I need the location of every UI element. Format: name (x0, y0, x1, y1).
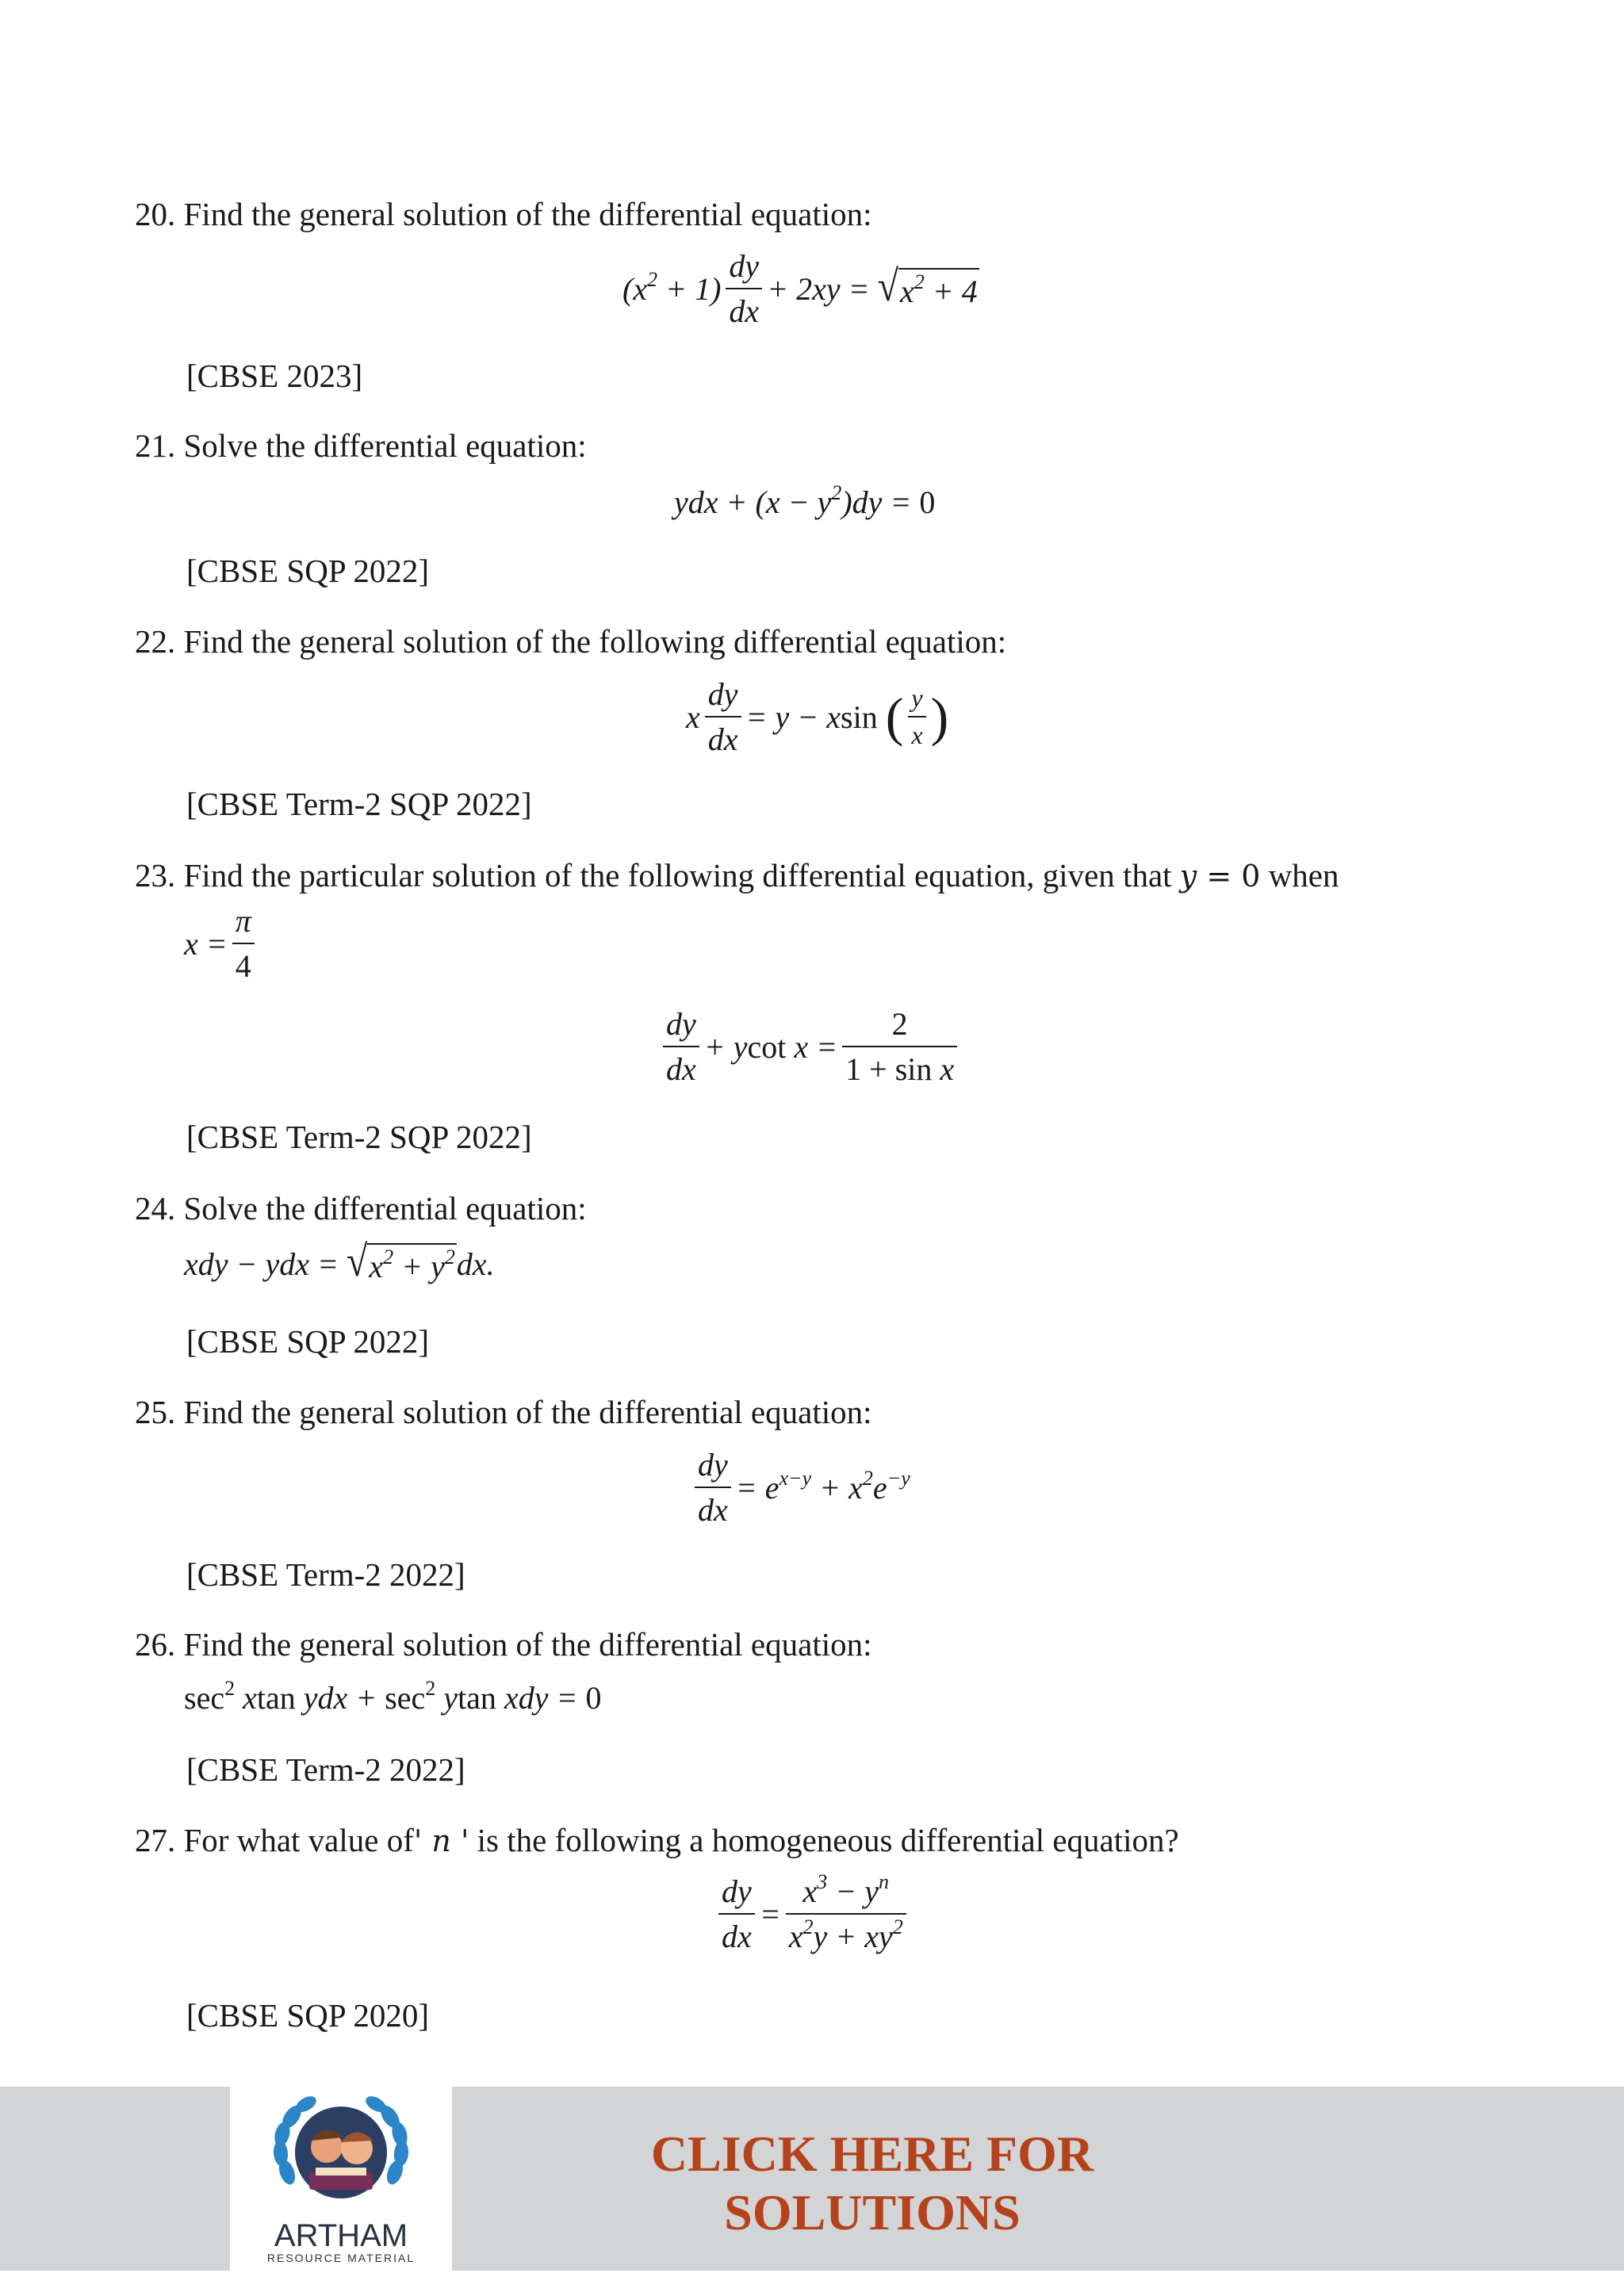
question-27-line (135, 1821, 1179, 1860)
solutions-link-line-1: CLICK HERE FOR (650, 2126, 1094, 2182)
question-20-text: 20. Find the general solution of the differential equation: (135, 196, 872, 232)
question-27-variable: ' n ' (413, 1823, 469, 1858)
question-24-source: [CBSE SQP 2022] (186, 1323, 430, 1360)
question-23-equation: $\frac{dy}{dx}$ + ycot x = $\frac{2}{\text{1 + sin x}}$ (658, 1005, 962, 1088)
brand-name: ARTHAM (274, 2218, 408, 2253)
laurel-wreath-icon (230, 2085, 452, 2220)
question-21-equation: ydx + $(x - y^2)dy = 0$ (674, 481, 936, 520)
solutions-link[interactable] (555, 2125, 1189, 2241)
question-24-equation: xdy − ydx = √ $x^2 + y^2$ dx. (184, 1237, 495, 1286)
question-26-source: [CBSE Term-2 2022] (186, 1751, 465, 1788)
question-23-condition-x: x = $\frac{\pi}{4}$ (184, 902, 259, 985)
question-27-tail: is the following a homogeneous differential equation? (477, 1822, 1179, 1858)
question-25-source: [CBSE Term-2 2022] (186, 1556, 465, 1593)
question-21-source: [CBSE SQP 2022] (186, 553, 430, 589)
question-22-text: 22. Find the general solution of the following differential equation: (135, 623, 1007, 660)
question-23-text: 23. Find the particular solution of the following differential equation, given that (135, 857, 1172, 894)
question-26-text: 26. Find the general solution of the differential equation: (135, 1626, 872, 1663)
question-27-equation: $\frac{dy}{dx}$ = $\frac{x^3 - y^n}{x^2y + xy^2}$ (714, 1873, 911, 1955)
question-20-source: [CBSE 2023] (186, 358, 363, 394)
question-23-condition: y = 0 (1179, 859, 1261, 894)
question-21-text: 21. Solve the differential equation: (135, 427, 587, 464)
question-22-equation: x $\frac{dy}{dx}$ = y − xsin ( $\frac{y}{x}$ ) (686, 676, 949, 757)
question-23-line (135, 856, 1339, 895)
question-25-equation: $\frac{dy}{dx}$ = $e^{x-y} + x^2e^{-y}$ (690, 1446, 910, 1529)
brand-subtitle: RESOURCE MATERIAL (266, 2252, 416, 2264)
question-23-source: [CBSE Term-2 SQP 2022] (186, 1119, 532, 1155)
question-26-equation: $\sec^2 xtan$ ydx + $\sec^2 ytan$ xdy = 0 (184, 1677, 602, 1716)
question-27-source: [CBSE SQP 2020] (186, 1997, 430, 2034)
question-23-tail: when (1268, 857, 1339, 894)
artham-logo[interactable] (230, 2085, 452, 2272)
question-25-text: 25. Find the general solution of the differential equation: (135, 1394, 872, 1430)
question-22-source: [CBSE Term-2 SQP 2022] (186, 786, 532, 822)
question-27-text: 27. For what value of (135, 1822, 414, 1858)
question-24-text: 24. Solve the differential equation: (135, 1190, 587, 1226)
solutions-link-line-2: SOLUTIONS (724, 2183, 1021, 2241)
question-20-equation: $(x^2 + 1)$ $\frac{dy}{dx}$ + 2xy = √ $x^2 + 4$ (622, 248, 978, 329)
